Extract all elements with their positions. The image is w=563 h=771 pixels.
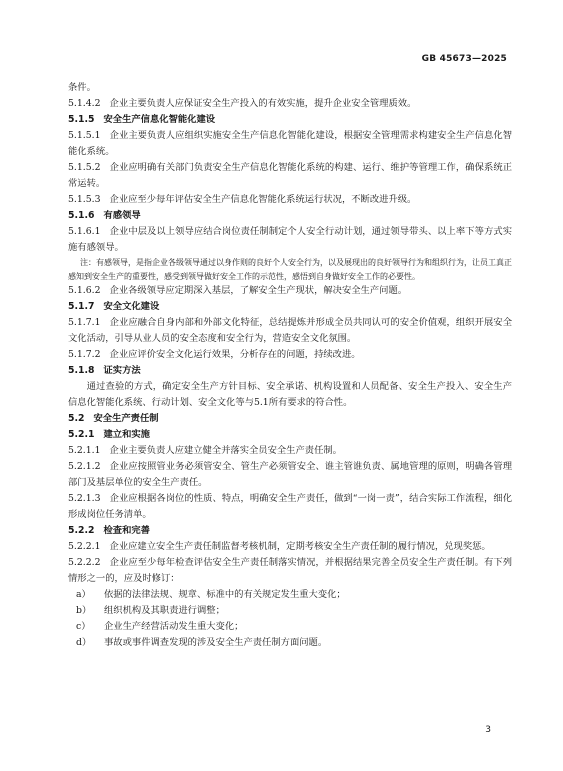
list-text: 事故或事件调查发现的涉及安全生产责任制方面问题。: [104, 637, 328, 648]
clause-number: 5.1.5.1: [68, 130, 101, 141]
clause-text: 企业主要负责人应建立健全并落实全员安全生产责任制。: [109, 445, 342, 456]
continuation-text: 条件。: [68, 82, 96, 93]
heading-number: 5.1.8: [68, 365, 95, 376]
heading-number: 5.2.1: [68, 429, 95, 440]
heading-5-1-5: [68, 112, 512, 128]
heading-number: 5.1.5: [68, 114, 95, 125]
clause-5-1-6-1: [68, 224, 512, 256]
clause-number: 5.2.1.2: [68, 461, 101, 472]
heading-5-1-8: [68, 363, 512, 379]
list-text: 组织机构及其职责进行调整；: [104, 605, 225, 616]
clause-5-2-1-2: [68, 459, 512, 491]
clause-5-2-1-3: [68, 491, 512, 523]
clause-5-1-6-2: [68, 283, 512, 299]
clause-text: 企业应明确有关部门负责安全生产信息化智能化系统的构建、运行、维护等管理工作，确保系统正常运转。: [68, 162, 512, 189]
clause-text: 企业应评价安全文化运行效果，分析存在的问题，持续改进。: [109, 349, 361, 360]
heading-5-2: [68, 411, 512, 427]
list-item: [68, 587, 512, 603]
list-item: [68, 603, 512, 619]
page-number: 3: [485, 725, 491, 735]
clause-number: 5.2.2.1: [68, 541, 101, 552]
list-item: [68, 635, 512, 651]
verification-paragraph: 通过查验的方式，确定安全生产方针目标、安全承诺、机构设置和人员配备、安全生产投入、安全生产信息化智能化系统、行动计划、安全文化等与5.1所有要求的符合性。: [68, 381, 512, 408]
clause-number: 5.1.5.3: [68, 194, 101, 205]
clause-number: 5.1.4.2: [68, 98, 101, 109]
clause-text: 企业应至少每年检查评估安全生产责任制落实情况，并根据结果完善全员安全生产责任制。有下列情形之一的，应及时修订：: [68, 557, 512, 584]
clause-text: 企业应根据各岗位的性质、特点，明确安全生产责任，做到“一岗一责”，结合实际工作流程，细化形成岗位任务清单。: [68, 493, 512, 520]
clause-number: 5.1.7.2: [68, 349, 101, 360]
heading-5-2-1: [68, 427, 512, 443]
heading-5-1-7: [68, 299, 512, 315]
clause-number: 5.1.6.2: [68, 285, 101, 296]
heading-number: 5.2.2: [68, 525, 95, 536]
heading-text: 有感领导: [103, 210, 141, 221]
heading-text: 证实方法: [103, 365, 141, 376]
clause-text: 企业应融合自身内部和外部文化特征，总结提炼并形成全员共同认可的安全价值观，组织开展安全文化活动，引导从业人员的安全态度和安全行为，营造安全文化氛围。: [68, 317, 512, 344]
clause-5-1-5-2: [68, 160, 512, 192]
clause-5-2-1-1: [68, 443, 512, 459]
list-label: b）: [76, 605, 92, 616]
clause-number: 5.1.7.1: [68, 317, 101, 328]
clause-5-1-7-2: [68, 347, 512, 363]
clause-5-1-5-1: [68, 128, 512, 160]
clause-number: 5.2.1.1: [68, 445, 101, 456]
standard-number: GB 45673—2025: [421, 54, 507, 64]
revision-conditions-list: [68, 587, 512, 651]
clause-text: 企业应至少每年评估安全生产信息化智能化系统运行状况，不断改进升级。: [109, 194, 417, 205]
clause-number: 5.2.2.2: [68, 557, 101, 568]
heading-number: 5.1.7: [68, 301, 95, 312]
clause-text: 企业应按照管业务必须管安全、管生产必须管安全、谁主管谁负责、属地管理的原则，明确各管理部门及基层单位的安全生产责任。: [68, 461, 512, 488]
clause-text: 企业主要负责人应保证安全生产投入的有效实施，提升企业安全管理质效。: [109, 98, 417, 109]
clause-5-2-2-2: [68, 555, 512, 587]
clause-text: 企业主要负责人应组织实施安全生产信息化智能化建设，根据安全管理需求构建安全生产信息化智能化系统。: [68, 130, 512, 157]
clause-5-1-4-2: [68, 96, 512, 112]
note-felt-leadership: 注：有感领导，是指企业各级领导通过以身作则的良好个人安全行为，以及展现出的良好领导行为和组织行为，让员工真正感知到安全生产的重要性，感受到领导做好安全工作的示范性，感悟到自身做好安全工作的必要性。: [68, 258, 512, 281]
heading-text: 建立和实施: [103, 429, 150, 440]
heading-text: 检查和完善: [103, 525, 150, 536]
clause-text: 企业应建立安全生产责任制监督考核机制，定期考核安全生产责任制的履行情况，兑现奖惩。: [109, 541, 491, 552]
clause-text: 企业中层及以上领导应结合岗位责任制制定个人安全行动计划，通过领导带头、以上率下等方式实施有感领导。: [68, 226, 512, 253]
list-label: a）: [76, 589, 91, 600]
list-text: 依据的法律法规、规章、标准中的有关规定发生重大变化；: [104, 589, 346, 600]
clause-number: 5.1.5.2: [68, 162, 101, 173]
clause-text: 企业各级领导应定期深入基层，了解安全生产现状，解决安全生产问题。: [109, 285, 408, 296]
heading-text: 安全生产信息化智能化建设: [103, 114, 216, 125]
heading-text: 安全文化建设: [103, 301, 160, 312]
heading-number: 5.1.6: [68, 210, 95, 221]
heading-5-1-6: [68, 208, 512, 224]
clause-5-2-2-1: [68, 539, 512, 555]
list-text: 企业生产经营活动发生重大变化；: [104, 621, 244, 632]
list-label: c）: [76, 621, 91, 632]
list-item: [68, 619, 512, 635]
clause-number: 5.2.1.3: [68, 493, 101, 504]
heading-text: 安全生产责任制: [93, 413, 159, 424]
clause-5-1-5-3: [68, 192, 512, 208]
heading-number: 5.2: [68, 413, 85, 424]
list-label: d）: [76, 637, 92, 648]
clause-number: 5.1.6.1: [68, 226, 101, 237]
clause-5-1-7-1: [68, 315, 512, 347]
document-body: [68, 80, 512, 651]
heading-5-2-2: [68, 523, 512, 539]
